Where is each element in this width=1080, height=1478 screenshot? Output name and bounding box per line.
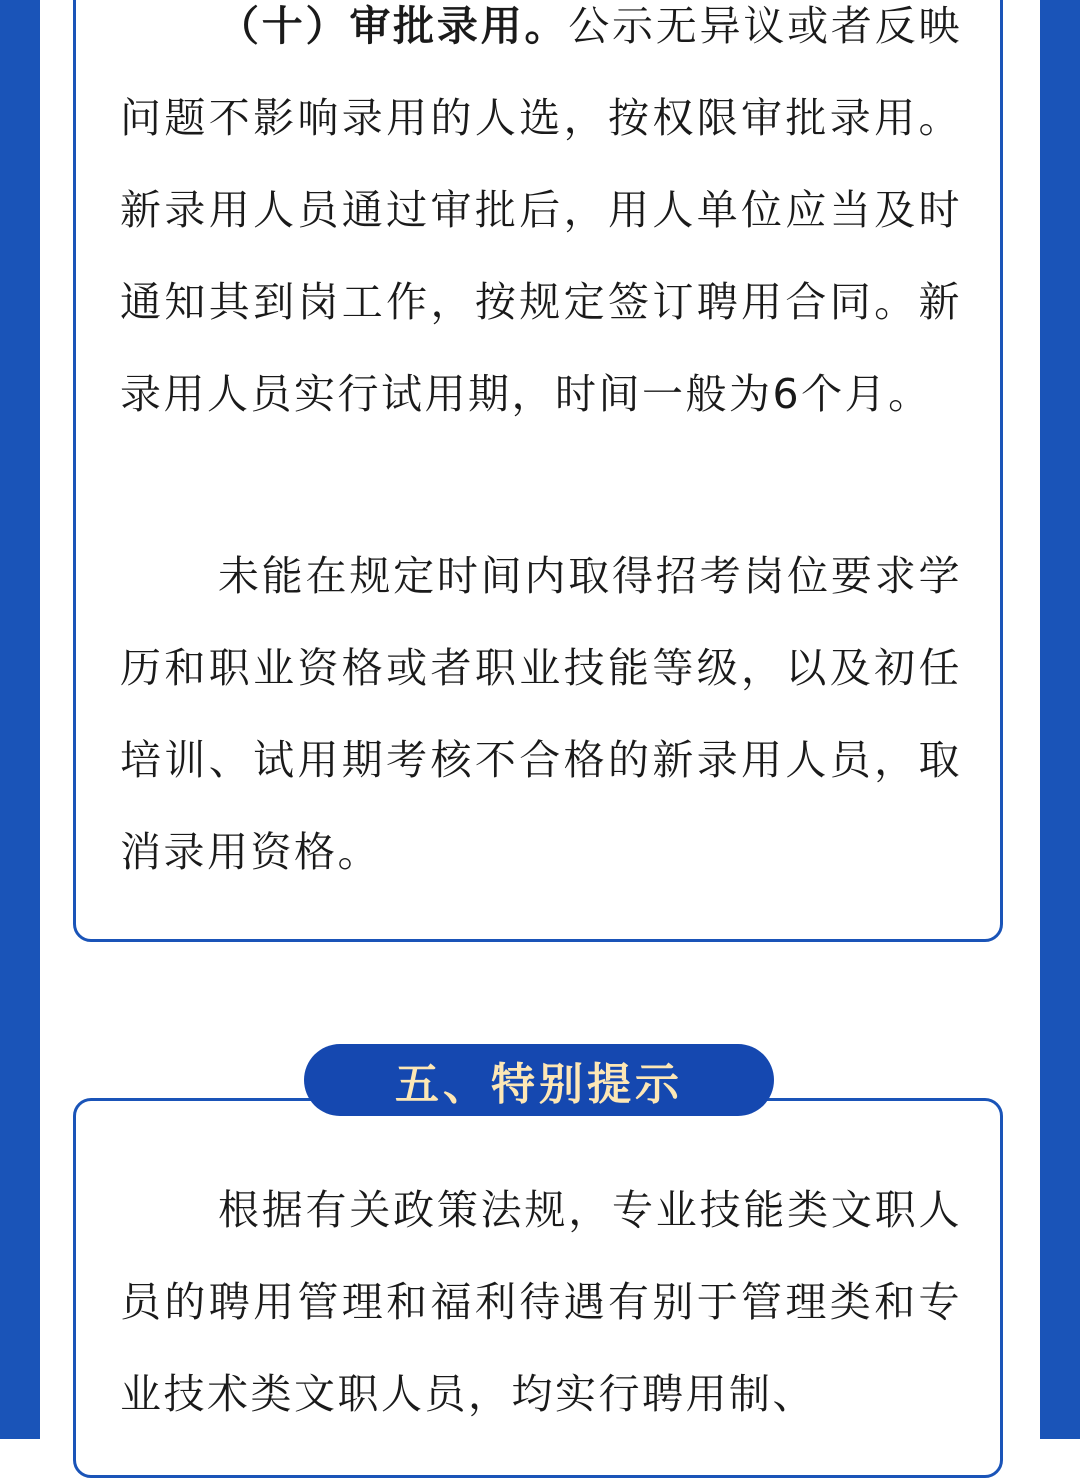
special-notice-paragraph: 根据有关政策法规，专业技能类文职人员的聘用管理和福利待遇有别于管理类和专业技术类文职人员，均实行聘用制、 bbox=[120, 1186, 962, 1418]
section-five-title-badge bbox=[304, 1044, 774, 1116]
left-blue-border bbox=[0, 0, 40, 1439]
disqualification-paragraph: 未能在规定时间内取得招考岗位要求学历和职业资格或者职业技能等级，以及初任培训、试用期考核不合格的新录用人员，取消录用资格。 bbox=[120, 552, 962, 876]
right-blue-border bbox=[1040, 0, 1080, 1439]
approval-body: 公示无异议或者反映问题不影响录用的人选，按权限审批录用。新录用人员通过审批后，用人单位应当及时通知其到岗工作，按规定签订聘用合同。新录用人员实行试用期，时间一般为6个月。 bbox=[120, 2, 962, 418]
section-five-title: 五、特别提示 bbox=[395, 1059, 683, 1110]
approval-paragraph bbox=[120, 0, 962, 440]
approval-heading: （十）审批录用。 bbox=[218, 2, 569, 50]
